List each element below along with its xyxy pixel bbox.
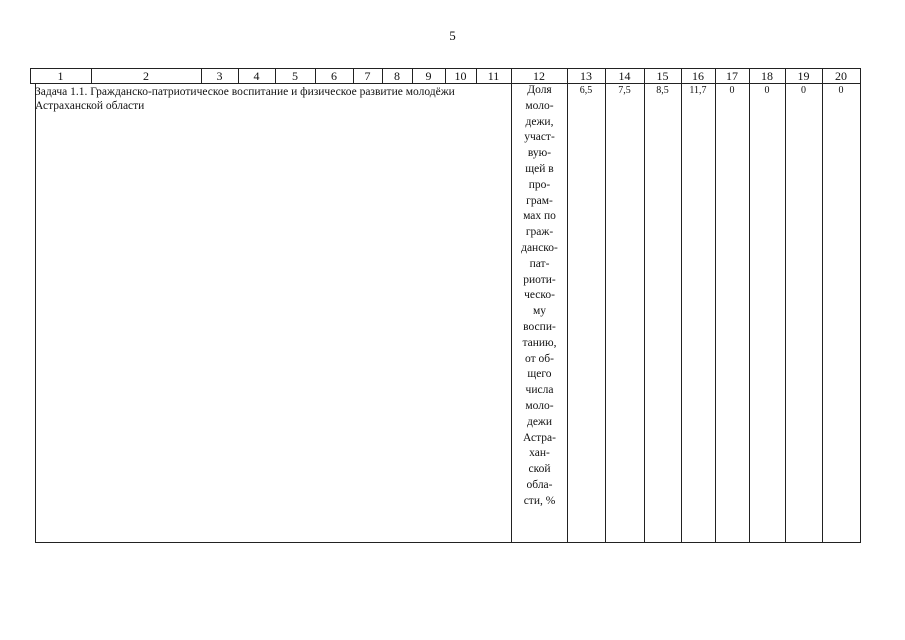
column-number: 20: [835, 69, 847, 83]
column-divider: [749, 68, 750, 543]
column-number: 8: [394, 69, 400, 83]
indicator-value: 7,5: [618, 85, 631, 96]
column-divider: [567, 68, 568, 543]
column-number: 5: [292, 69, 298, 83]
column-divider: [715, 68, 716, 543]
header-divider: [30, 83, 861, 84]
table-border-right: [860, 68, 861, 543]
column-number: 12: [533, 69, 545, 83]
column-number: 13: [580, 69, 592, 83]
indicator-table: [30, 68, 861, 543]
page-number: 5: [449, 28, 456, 43]
indicator-value: 6,5: [579, 85, 593, 96]
task-title: Задача 1.1. Гражданско-патриотическое воспитание и физическое развитие молодёжи Астраханской области: [35, 86, 455, 112]
column-divider: [605, 68, 606, 543]
column-number: 19: [797, 69, 810, 83]
indicator-value: 8,5: [656, 85, 669, 96]
table-border-bottom: [35, 542, 861, 543]
table-border-left-body: [35, 84, 36, 543]
column-number: 9: [425, 69, 432, 83]
column-number: 2: [143, 69, 149, 83]
column-number: 7: [364, 69, 371, 83]
column-divider: [785, 68, 786, 543]
column-number: 16: [692, 69, 704, 83]
column-divider: [644, 68, 645, 543]
indicator-value: 0: [801, 85, 806, 96]
column-number: 3: [216, 69, 223, 83]
column-number: 11: [487, 69, 500, 83]
column-number: 14: [618, 69, 631, 83]
column-divider: [681, 68, 682, 543]
column-divider: [511, 68, 512, 543]
column-number: 6: [331, 69, 337, 83]
column-number: 4: [253, 69, 260, 83]
column-number: 1: [57, 69, 64, 83]
column-divider: [822, 68, 823, 543]
column-number: 18: [761, 69, 773, 83]
column-number: 17: [726, 69, 738, 83]
indicator-value: 0: [838, 85, 844, 96]
indicator-description: Доля моло- дежи, участ- вую- щей в про- грам- мах по граж- данско- пат- риоти- ческо- му воспи- танию, от об- щего числа моло- дежи Астра- хан- ской обла- сти, %: [521, 84, 558, 507]
indicator-value: 0: [764, 85, 770, 96]
column-number: 15: [656, 69, 669, 83]
column-number: 10: [454, 69, 467, 83]
indicator-value: 0: [729, 85, 735, 96]
indicator-value: 11,7: [689, 85, 707, 96]
